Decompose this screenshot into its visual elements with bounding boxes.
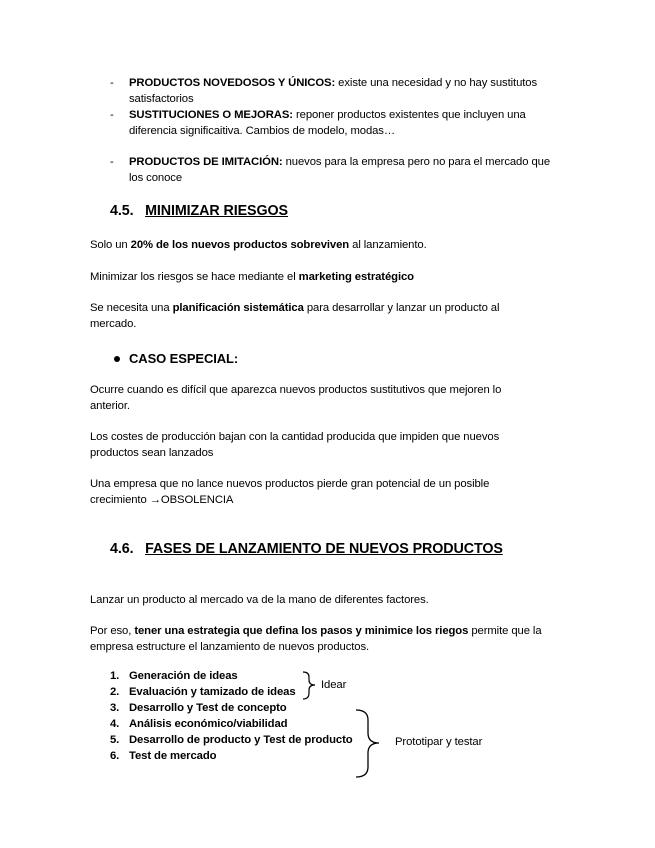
section-title: MINIMIZAR RIESGOS — [145, 203, 288, 219]
special-case-label: CASO ESPECIAL: — [129, 351, 239, 366]
item-text: reponer productos existentes que incluyen una — [292, 109, 526, 121]
item-text: existe una necesidad y no hay sustitutos — [335, 77, 538, 89]
item-text: nuevos para la empresa pero no para el mercado que — [282, 156, 551, 168]
text: Minimizar los riesgos se hace mediante el — [90, 271, 299, 283]
item-label: PRODUCTOS NOVEDOSOS Y ÚNICOS: — [129, 77, 336, 89]
bold-text: 20% de los nuevos productos sobreviven — [130, 239, 350, 251]
section-number: 4.5. — [110, 203, 134, 219]
step-label: Análisis económico/viabilidad — [129, 718, 288, 730]
text: Lanzar un producto al mercado va de la mano de diferentes factores. — [90, 594, 429, 606]
item-text-cont: los conoce — [129, 171, 183, 184]
step-label: Generación de ideas — [129, 670, 238, 682]
text: productos sean lanzados — [90, 446, 214, 459]
step-number: 1. — [110, 670, 120, 682]
group-label-idear: Idear — [321, 679, 347, 691]
group-label-prototipar: Prototipar y testar — [395, 736, 483, 748]
text: Solo un — [90, 239, 131, 251]
brace-icon — [303, 672, 315, 699]
text: crecimiento — [90, 493, 150, 506]
item-text-cont: satisfactorios — [129, 92, 194, 105]
text: Ocurre cuando es difícil que aparezca nuevos productos sustitutivos que mejoren lo — [90, 384, 502, 396]
text: OBSOLENCIA — [160, 493, 234, 506]
item-label: PRODUCTOS DE IMITACIÓN: — [129, 156, 283, 168]
step-label: Test de mercado — [129, 750, 217, 762]
list-dash: - — [110, 156, 114, 168]
step-number: 4. — [110, 718, 120, 730]
list-dash: - — [110, 109, 114, 121]
item-text-cont: diferencia significaitiva. Cambios de modelo, modas… — [129, 124, 396, 137]
list-dash: - — [110, 77, 114, 89]
text: empresa estructure el lanzamiento de nuevos productos. — [90, 640, 370, 653]
step-number: 5. — [110, 734, 120, 746]
text: mercado. — [90, 317, 137, 330]
brace-icon — [356, 710, 379, 777]
step-number: 6. — [110, 750, 120, 762]
step-label: Desarrollo de producto y Test de producto — [129, 734, 353, 746]
step-label: Desarrollo y Test de concepto — [129, 702, 287, 714]
step-number: 2. — [110, 686, 120, 698]
bold-text: marketing estratégico — [298, 271, 414, 283]
text: al lanzamiento. — [349, 239, 427, 251]
bold-text: tener una estrategia que defina los pasos y minimice los riegos — [134, 625, 469, 637]
bold-text: planificación sistemática — [172, 302, 304, 314]
section-number: 4.6. — [110, 541, 134, 557]
step-label: Evaluación y tamizado de ideas — [129, 686, 296, 698]
arrow-right-icon: → — [149, 493, 161, 506]
text: permite que la — [468, 625, 542, 637]
item-label: SUSTITUCIONES O MEJORAS: — [129, 109, 293, 121]
text: para desarrollar y lanzar un producto al — [303, 302, 500, 314]
text: Los costes de producción bajan con la cantidad producida que impiden que nuevos — [90, 431, 500, 443]
text: Se necesita una — [90, 302, 173, 314]
step-number: 3. — [110, 702, 120, 714]
section-title: FASES DE LANZAMIENTO DE NUEVOS PRODUCTOS — [145, 541, 503, 557]
text: anterior. — [90, 399, 130, 412]
text: Una empresa que no lance nuevos productos pierde gran potencial de un posible — [90, 478, 490, 490]
text: Por eso, — [90, 625, 135, 637]
